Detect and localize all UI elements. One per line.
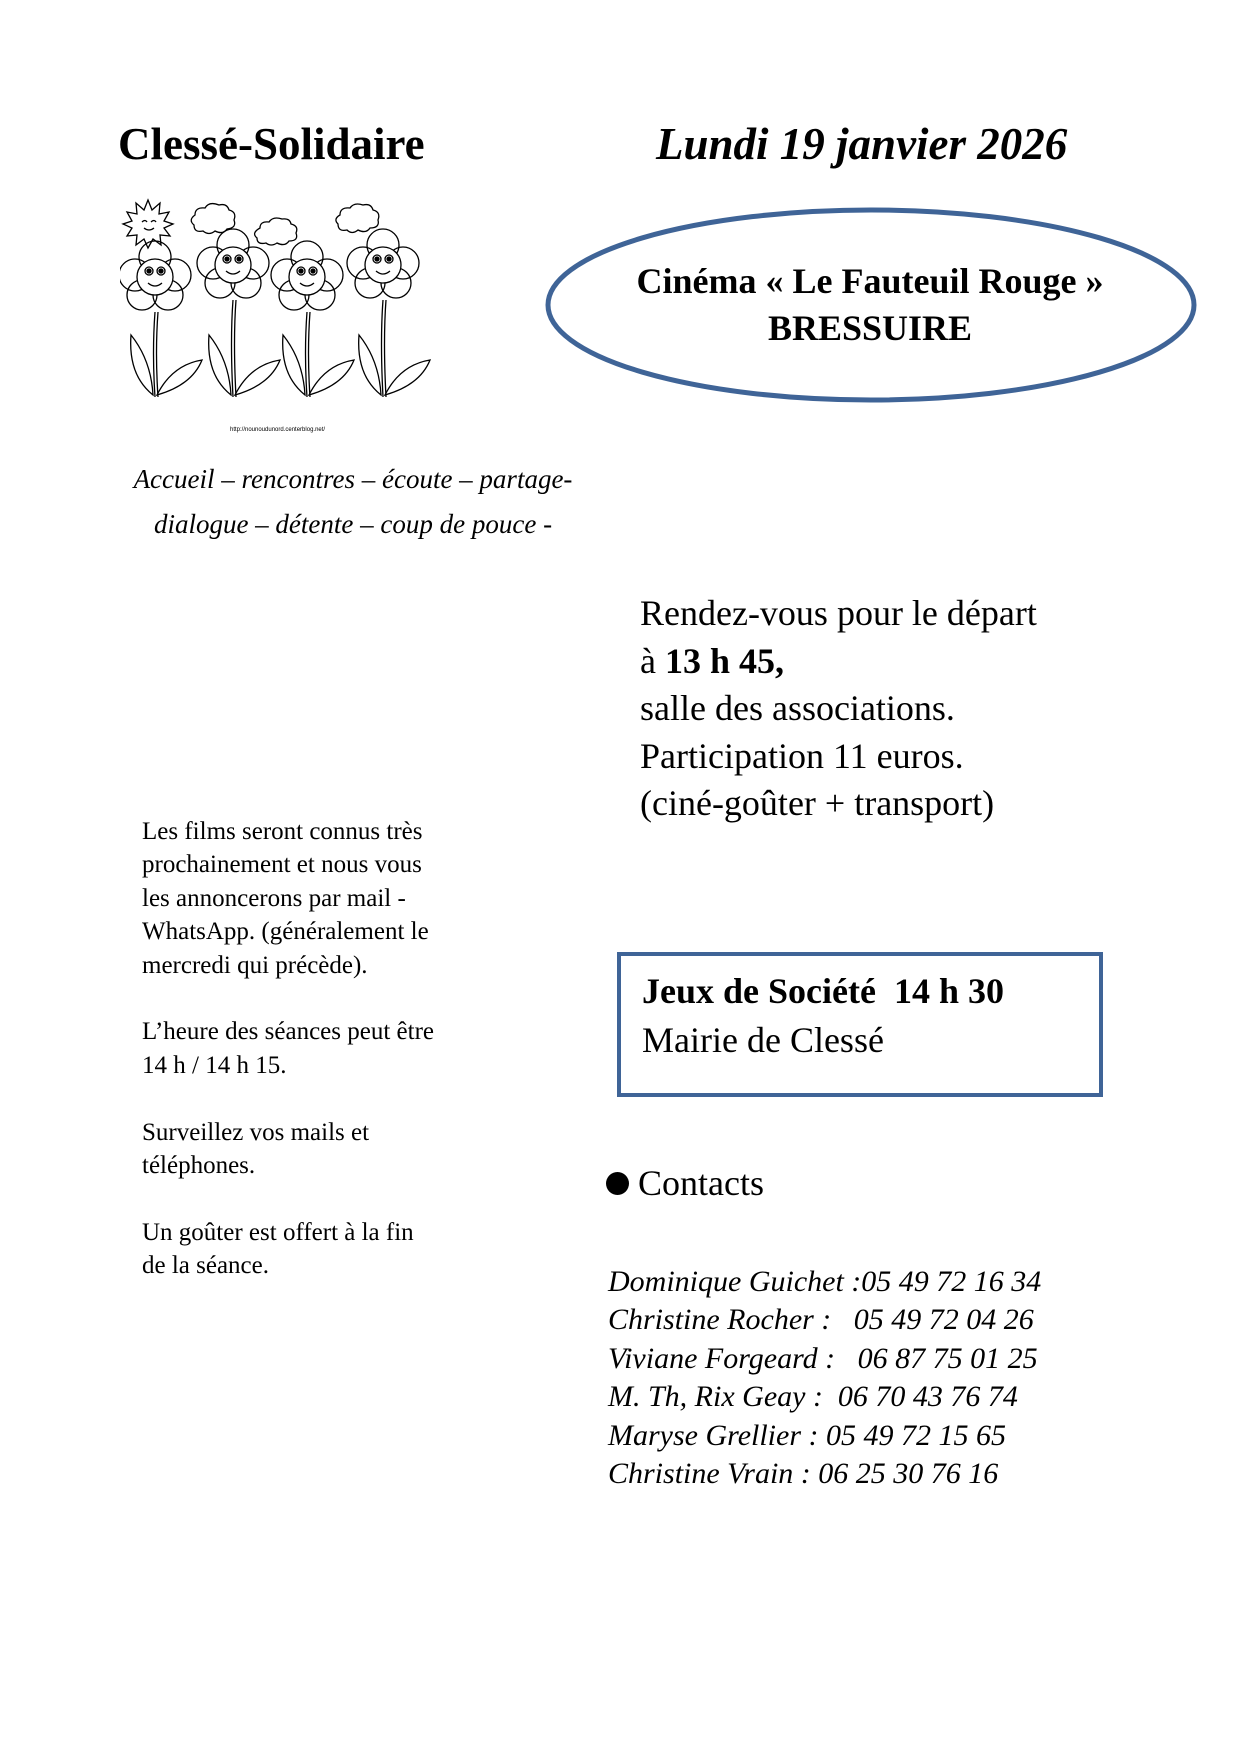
contact-item: Christine Vrain : 06 25 30 76 16 — [608, 1457, 999, 1491]
meeting-prefix: à — [640, 640, 665, 681]
cloud-icon — [191, 204, 235, 234]
info-line: 14 h / 14 h 15. — [142, 1051, 287, 1079]
illustration-credit: http://nounoudunord.centerblog.net/ — [230, 427, 326, 433]
info-paragraph — [142, 1116, 434, 1183]
games-title: Jeux de Société 14 h 30 — [642, 971, 1004, 1011]
contact-item: Dominique Guichet :05 49 72 16 34 — [608, 1265, 1042, 1298]
info-line: téléphones. — [142, 1152, 256, 1180]
info-paragraph — [142, 1015, 434, 1082]
info-line: les annoncerons par mail - — [142, 884, 406, 912]
contact-item: Maryse Grellier : 05 49 72 15 65 — [608, 1418, 1006, 1452]
meeting-line: Participation 11 euros. — [640, 735, 964, 776]
flower-icon — [271, 241, 354, 397]
contacts-heading-label: Contacts — [638, 1163, 764, 1203]
info-line: de la séance. — [142, 1252, 270, 1280]
meeting-time: 13 h 45, — [664, 640, 785, 681]
tagline — [108, 457, 598, 547]
cinema-name: Cinéma « Le Fauteuil Rouge » — [636, 261, 1104, 301]
flower-icon — [197, 229, 280, 397]
info-line: mercredi qui précède). — [142, 951, 368, 979]
info-line: Les films seront connus très — [142, 818, 423, 845]
meeting-line: (ciné-goûter + transport) — [640, 783, 995, 823]
cinema-city: BRESSUIRE — [767, 308, 973, 348]
info-line: prochainement et nous vous — [142, 851, 422, 879]
tagline-line: dialogue – détente – coup de pouce - — [153, 509, 553, 539]
games-location: Mairie de Clessé — [642, 1020, 884, 1060]
info-paragraph — [142, 1216, 434, 1283]
film-info — [142, 815, 434, 1316]
contact-item: Viviane Forgeard : 06 87 75 01 25 — [608, 1341, 1038, 1375]
info-line: Surveillez vos mails et — [142, 1118, 370, 1146]
info-paragraph — [142, 815, 434, 982]
contact-item: M. Th, Rix Geay : 06 70 43 76 74 — [608, 1380, 1018, 1414]
sun-icon — [123, 200, 173, 248]
bullet-icon — [606, 1172, 629, 1195]
cinema-announcement — [560, 258, 1180, 352]
cloud-icon — [255, 218, 297, 245]
info-line: Un goûter est offert à la fin — [142, 1218, 414, 1246]
event-date: Lundi 19 janvier 2026 — [656, 119, 1068, 169]
info-line: WhatsApp. (généralement le — [142, 918, 429, 946]
meeting-line: salle des associations. — [640, 688, 955, 728]
flower-icon — [120, 241, 202, 397]
contacts-heading — [606, 1162, 764, 1204]
meeting-line: Rendez-vous pour le départ — [640, 593, 1037, 633]
flower-icon — [347, 229, 430, 397]
contact-item: Christine Rocher : 05 49 72 04 26 — [608, 1303, 1034, 1337]
meeting-info — [640, 590, 1037, 828]
flowers-illustration — [120, 195, 465, 435]
meeting-line — [640, 638, 1037, 686]
tagline-line: Accueil – rencontres – écoute – partage- — [133, 464, 573, 494]
info-line: L’heure des séances peut être — [142, 1018, 434, 1046]
contacts-list — [608, 1263, 1041, 1493]
cloud-icon — [336, 204, 379, 233]
organization-title: Clessé-Solidaire — [118, 119, 425, 169]
